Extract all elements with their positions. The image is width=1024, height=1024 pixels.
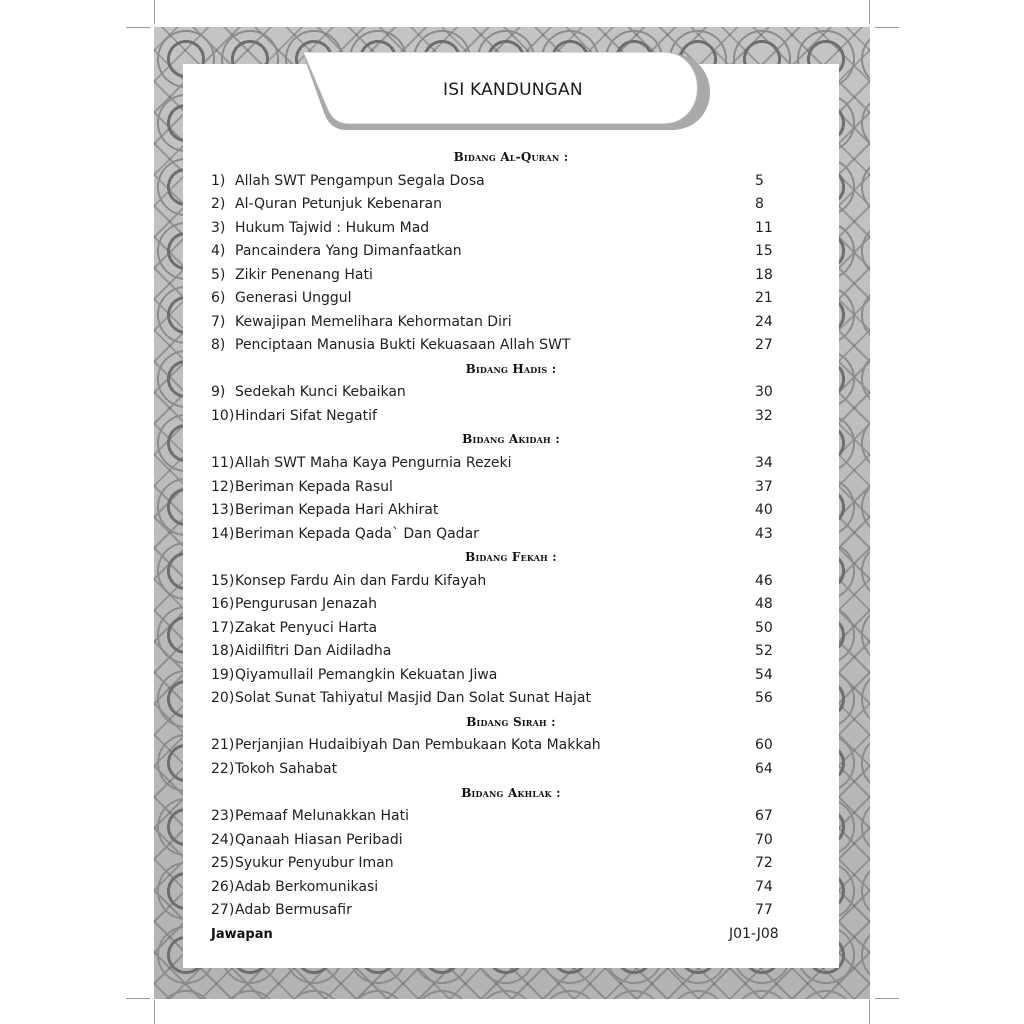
entry-page: 15 xyxy=(755,243,773,259)
entry-number: 8) xyxy=(211,337,226,353)
toc-entry[interactable] xyxy=(211,243,791,265)
toc-entry[interactable] xyxy=(211,526,791,548)
toc-entry[interactable] xyxy=(211,643,791,665)
entry-number: 17) xyxy=(211,620,235,636)
toc-entry[interactable] xyxy=(211,620,791,642)
entry-number: 22) xyxy=(211,761,235,777)
crop-mark xyxy=(875,998,899,999)
toc-entry[interactable] xyxy=(211,479,791,501)
entry-number: 14) xyxy=(211,526,235,542)
entry-title: Pemaaf Melunakkan Hati xyxy=(235,808,409,824)
entry-number: 15) xyxy=(211,573,235,589)
entry-number: 12) xyxy=(211,479,235,495)
entry-number: 10) xyxy=(211,408,235,424)
entry-page: 72 xyxy=(755,855,773,871)
answers-label[interactable]: Jawapan xyxy=(211,927,273,942)
toc-entry[interactable] xyxy=(211,384,791,406)
entry-title: Zikir Penenang Hati xyxy=(235,267,373,283)
entry-title: Allah SWT Maha Kaya Pengurnia Rezeki xyxy=(235,455,512,471)
entry-number: 23) xyxy=(211,808,235,824)
entry-page: 74 xyxy=(755,879,773,895)
crop-mark xyxy=(875,27,899,28)
entry-number: 6) xyxy=(211,290,226,306)
entry-number: 26) xyxy=(211,879,235,895)
entry-page: 50 xyxy=(755,620,773,636)
crop-mark xyxy=(154,0,155,24)
entry-number: 19) xyxy=(211,667,235,683)
toc-entry[interactable] xyxy=(211,196,791,218)
entry-title: Beriman Kepada Qada` Dan Qadar xyxy=(235,526,479,542)
entry-title: Qanaah Hiasan Peribadi xyxy=(235,832,403,848)
toc-entry[interactable] xyxy=(211,596,791,618)
entry-page: 64 xyxy=(755,761,773,777)
toc-entry[interactable] xyxy=(211,455,791,477)
entry-number: 13) xyxy=(211,502,235,518)
toc-entry[interactable] xyxy=(211,832,791,854)
section-heading-hadis: Bidang Hadis : xyxy=(465,362,557,376)
entry-page: 40 xyxy=(755,502,773,518)
entry-number: 7) xyxy=(211,314,226,330)
toc-entry[interactable] xyxy=(211,761,791,783)
entry-page: 43 xyxy=(755,526,773,542)
entry-title: Penciptaan Manusia Bukti Kekuasaan Allah SWT xyxy=(235,337,571,353)
entry-page: 67 xyxy=(755,808,773,824)
toc-entry[interactable] xyxy=(211,667,791,689)
crop-mark xyxy=(126,998,150,999)
entry-page: 56 xyxy=(755,690,773,706)
entry-title: Allah SWT Pengampun Segala Dosa xyxy=(235,173,485,189)
toc-entry[interactable] xyxy=(211,337,791,359)
entry-page: 34 xyxy=(755,455,773,471)
entry-title: Adab Berkomunikasi xyxy=(235,879,379,895)
entry-title: Syukur Penyubur Iman xyxy=(235,855,394,871)
entry-title: Konsep Fardu Ain dan Fardu Kifayah xyxy=(235,573,487,589)
toc-entry[interactable] xyxy=(211,808,791,830)
entry-title: Sedekah Kunci Kebaikan xyxy=(235,384,406,400)
toc-entry[interactable] xyxy=(211,855,791,877)
entry-title: Pancaindera Yang Dimanfaatkan xyxy=(235,243,462,259)
entry-page: 24 xyxy=(755,314,773,330)
section-heading-akhlak: Bidang Akhlak : xyxy=(461,786,561,800)
entry-page: 27 xyxy=(755,337,773,353)
toc-entry[interactable] xyxy=(211,502,791,524)
entry-number: 16) xyxy=(211,596,235,612)
crop-mark xyxy=(154,1000,155,1024)
entry-number: 1) xyxy=(211,173,226,189)
page-title: ISI KANDUNGAN xyxy=(443,80,583,100)
entry-page: 18 xyxy=(755,267,773,283)
entry-title: Zakat Penyuci Harta xyxy=(235,620,378,636)
entry-title: Perjanjian Hudaibiyah Dan Pembukaan Kota Makkah xyxy=(235,737,601,753)
entry-number: 24) xyxy=(211,832,235,848)
entry-number: 5) xyxy=(211,267,226,283)
entry-title: Beriman Kepada Rasul xyxy=(235,479,393,495)
crop-mark xyxy=(869,1000,870,1024)
section-heading-al-quran: Bidang Al-Quran : xyxy=(453,150,569,164)
entry-title: Generasi Unggul xyxy=(235,290,352,306)
section-heading-sirah: Bidang Sirah : xyxy=(466,715,556,729)
toc-entry[interactable] xyxy=(211,573,791,595)
entry-page: 60 xyxy=(755,737,773,753)
entry-page: 21 xyxy=(755,290,773,306)
entry-page: 70 xyxy=(755,832,773,848)
entry-page: 5 xyxy=(755,173,764,189)
entry-number: 11) xyxy=(211,455,235,471)
entry-title: Qiyamullail Pemangkin Kekuatan Jiwa xyxy=(235,667,498,683)
toc-entry[interactable] xyxy=(211,879,791,901)
entry-page: 52 xyxy=(755,643,773,659)
entry-number: 3) xyxy=(211,220,226,236)
entry-title: Beriman Kepada Hari Akhirat xyxy=(235,502,439,518)
entry-title: Hindari Sifat Negatif xyxy=(235,408,377,424)
entry-title: Hukum Tajwid : Hukum Mad xyxy=(235,220,430,236)
toc-entry[interactable] xyxy=(211,690,791,712)
toc-entry[interactable] xyxy=(211,737,791,759)
entry-page: 46 xyxy=(755,573,773,589)
entry-number: 27) xyxy=(211,902,235,918)
section-heading-akidah: Bidang Akidah : xyxy=(462,432,560,446)
entry-page: 11 xyxy=(755,220,773,236)
entry-number: 9) xyxy=(211,384,226,400)
entry-title: Solat Sunat Tahiyatul Masjid Dan Solat Sunat Hajat xyxy=(235,690,591,706)
entry-page: 32 xyxy=(755,408,773,424)
entry-number: 4) xyxy=(211,243,226,259)
entry-page: 37 xyxy=(755,479,773,495)
entry-number: 21) xyxy=(211,737,235,753)
toc-entry[interactable] xyxy=(211,220,791,242)
entry-title: Tokoh Sahabat xyxy=(235,761,338,777)
entry-title: Kewajipan Memelihara Kehormatan Diri xyxy=(235,314,512,330)
section-heading-fekah: Bidang Fekah : xyxy=(465,550,557,564)
toc-entry[interactable] xyxy=(211,290,791,312)
toc-entry[interactable] xyxy=(211,902,791,924)
toc-entry[interactable] xyxy=(211,408,791,430)
entry-page: 30 xyxy=(755,384,773,400)
entry-number: 18) xyxy=(211,643,235,659)
toc-entry[interactable] xyxy=(211,267,791,289)
entry-number: 20) xyxy=(211,690,235,706)
crop-mark xyxy=(869,0,870,24)
entry-title: Pengurusan Jenazah xyxy=(235,596,378,612)
entry-number: 2) xyxy=(211,196,226,212)
entry-title: Al-Quran Petunjuk Kebenaran xyxy=(235,196,442,212)
answers-page: J01-J08 xyxy=(729,926,779,942)
entry-title: Aidilfitri Dan Aidiladha xyxy=(235,643,392,659)
entry-page: 77 xyxy=(755,902,773,918)
toc-entry[interactable] xyxy=(211,314,791,336)
entry-page: 54 xyxy=(755,667,773,683)
toc-entry[interactable] xyxy=(211,173,791,195)
crop-mark xyxy=(126,27,150,28)
entry-title: Adab Bermusafir xyxy=(235,902,352,918)
entry-number: 25) xyxy=(211,855,235,871)
entry-page: 8 xyxy=(755,196,764,212)
entry-page: 48 xyxy=(755,596,773,612)
